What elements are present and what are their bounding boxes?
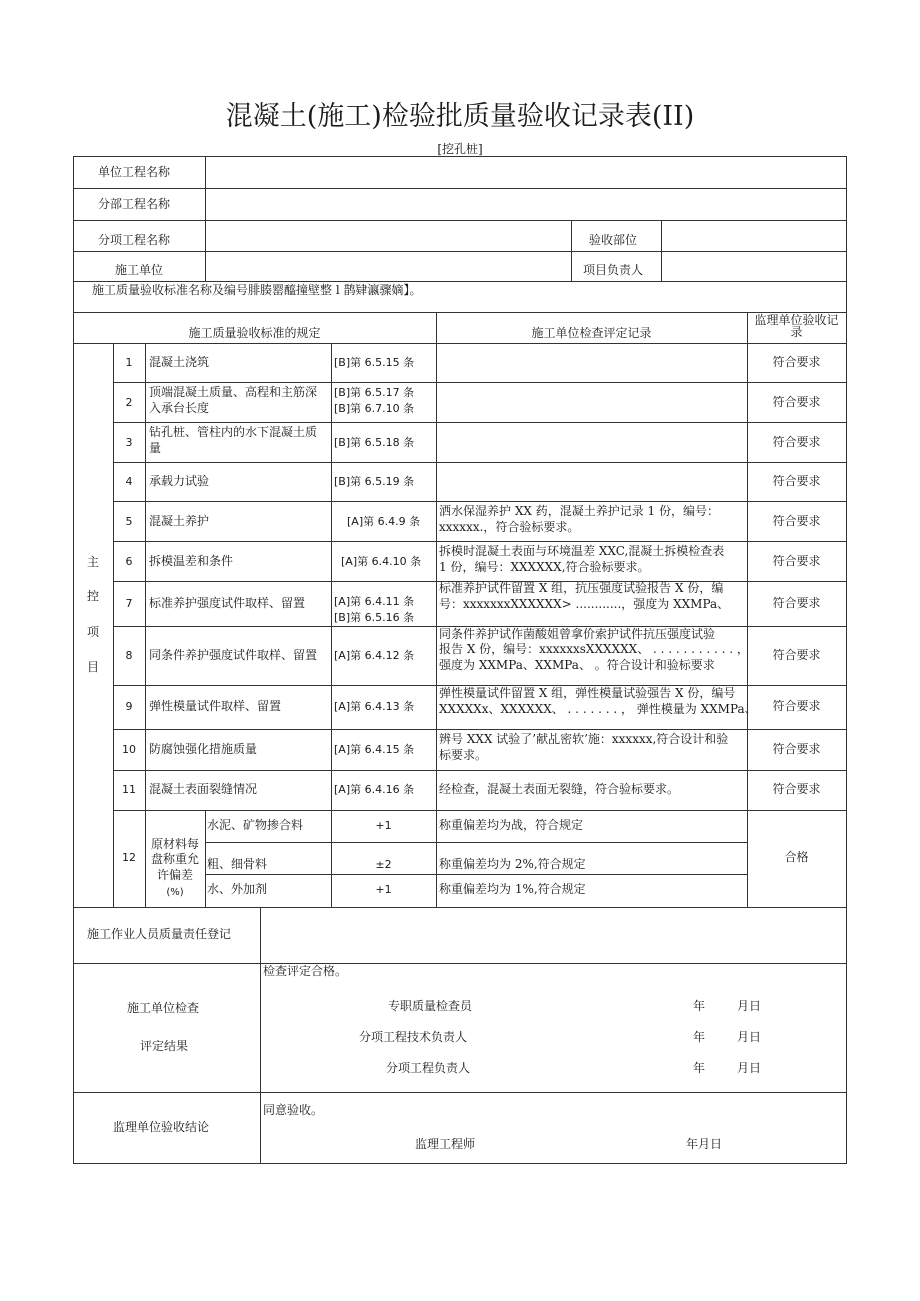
acceptance-part-label: 验收部位 (589, 233, 638, 247)
row-result: 符合要求 (772, 554, 821, 568)
row-item: 承载力试验 (149, 474, 210, 488)
construction-check-label: 评定结果 (140, 1039, 189, 1053)
row-clause: [B]第 6.5.18 条 (334, 436, 415, 449)
row-item: 混凝土表面裂缝情况 (149, 782, 258, 796)
row-record: 标要求。 (439, 748, 488, 762)
row-result: 符合要求 (772, 355, 821, 369)
row-group-label: 盘称重允 (150, 852, 199, 866)
construction-check-label: 施工单位检查 (127, 1001, 200, 1015)
row-group-label: (%) (166, 887, 184, 898)
supervision-column-header-line2: 录 (790, 325, 803, 339)
row-item: 量 (149, 441, 162, 455)
signer-date: 月日 (737, 999, 762, 1013)
row-record: 辨号 XXX 试验了’献乩密软’施：xxxxxx,符合设计和验 (439, 732, 729, 746)
sub-item-tolerance: +1 (375, 883, 392, 896)
record-column-header: 施工单位检查评定记录 (531, 326, 652, 340)
row-number: 7 (125, 597, 133, 610)
row-clause: [B]第 6.7.10 条 (334, 402, 415, 415)
standard-name-label: 施工质量验收标准名称及编号腓腠罂醯撞壁整 l 鹊肄瀛骤嫡】。 (92, 283, 422, 297)
row-clause: [A]第 6.4.9 条 (347, 515, 421, 528)
row-number: 2 (125, 396, 133, 409)
unit-project-label: 单位工程名称 (98, 165, 171, 179)
page-subtitle: [挖孔桩] (437, 142, 483, 156)
sub-item-name: 水、外加剂 (207, 882, 268, 896)
row-record: 号：xxxxxxxXXXXXX> ............，强度为 XXMPa、 (439, 597, 730, 611)
row-number: 1 (125, 356, 133, 369)
row-item: 拆模温差和条件 (149, 554, 234, 568)
row-clause: [B]第 6.5.19 条 (334, 475, 415, 488)
row-clause: [B]第 6.5.16 条 (334, 611, 415, 624)
row-clause: [A]第 6.4.10 条 (341, 555, 422, 568)
page-title: 混凝土(施工)检验批质量验收记录表(II) (225, 101, 695, 132)
row-record: 弹性模量试件留置 X 组，弹性模量试验强告 X 份，编号 (439, 686, 736, 700)
row-record: 标准养护试件留置 X 组，抗压强度试验报告 X 份，编 (439, 581, 724, 595)
supervision-column-header-line1: 监理单位验收记 (754, 313, 839, 327)
row-clause: [B]第 6.5.15 条 (334, 356, 415, 369)
row-number: 9 (125, 700, 133, 713)
project-manager-label: 项目负责人 (583, 263, 644, 277)
row-group-label: 许偏差 (156, 868, 193, 882)
row-record: 洒水保湿养护 XX 药，混凝土养护记录 1 份，编号： (439, 504, 719, 518)
main-control-label-char: 项 (86, 625, 99, 639)
sub-item-name: 水泥、矿物掺合料 (207, 818, 304, 832)
row-result: 符合要求 (772, 435, 821, 449)
signer-year: 年 (693, 1061, 706, 1075)
division-project-label: 分部工程名称 (98, 197, 171, 211)
signer-role: 专职质量检查员 (388, 999, 473, 1013)
row-number: 5 (125, 515, 133, 528)
row-number: 3 (125, 436, 133, 449)
main-control-label-char: 控 (86, 589, 99, 603)
signer-date: 月日 (737, 1030, 762, 1044)
row-result: 符合要求 (772, 514, 821, 528)
row-number: 10 (122, 743, 136, 756)
supervision-conclusion-label: 监理单位验收结论 (113, 1120, 210, 1134)
row-group-label: 原材料每 (150, 837, 199, 851)
sub-item-tolerance: ±2 (375, 858, 392, 871)
row-clause: [A]第 6.4.15 条 (334, 743, 415, 756)
row-item: 入承台长度 (149, 401, 210, 415)
row-clause: [A]第 6.4.11 条 (334, 595, 415, 608)
row-item: 标准养护强度试件取样、留置 (149, 596, 306, 610)
sub-item-record: 称重偏差均为 2%,符合规定 (439, 857, 586, 871)
row-clause: [A]第 6.4.12 条 (334, 649, 415, 662)
personnel-registration-label: 施工作业人员质量责任登记 (87, 927, 232, 941)
row-number: 6 (125, 555, 133, 568)
row-record: xxxxxx.，符合验标要求。 (439, 520, 580, 534)
subitem-project-label: 分项工程名称 (98, 233, 171, 247)
signer-year: 年 (693, 999, 706, 1013)
construction-unit-label: 施工单位 (115, 263, 164, 277)
supervision-engineer-label: 监理工程师 (415, 1137, 476, 1151)
row-record: 强度为 XXMPa、XXMPa、 。符合设计和验标要求 (439, 658, 715, 672)
sub-item-tolerance: +1 (375, 819, 392, 832)
construction-check-result: 检查评定合格。 (263, 964, 348, 978)
supervision-date: 年月日 (686, 1137, 723, 1151)
row-record: 报告 X 份，编号：xxxxxxsXXXXXX、 . . . . . . . . . . . ， (439, 642, 749, 656)
row-item: 混凝土养护 (149, 514, 210, 528)
row-clause: [A]第 6.4.16 条 (334, 783, 415, 796)
row-result: 符合要求 (772, 782, 821, 796)
row-result: 符合要求 (772, 742, 821, 756)
row-number: 12 (122, 851, 136, 864)
signer-year: 年 (693, 1030, 706, 1044)
row-item: 同条件养护强度试件取样、留置 (149, 648, 318, 662)
main-control-label-char: 目 (86, 660, 99, 674)
sub-item-name: 粗、细骨料 (207, 857, 268, 871)
supervision-conclusion-text: 同意验收。 (263, 1103, 324, 1117)
sub-item-record: 称重偏差均为战，符合规定 (439, 818, 584, 832)
row-result: 符合要求 (772, 648, 821, 662)
row-clause: [A]第 6.4.13 条 (334, 700, 415, 713)
row-record: 拆模时混凝土表面与环境温差 XXC,混凝土拆模检查表 (439, 544, 725, 558)
row-item: 顶端混凝土质量、高程和主筋深 (149, 385, 318, 399)
row-item: 防腐蚀强化措施质量 (149, 742, 258, 756)
main-control-label-char: 主 (86, 555, 99, 569)
row-item: 混凝土浇筑 (149, 355, 210, 369)
row-record: XXXXXx、XXXXXX、 . . . . . . . ， 弹性模量为 XXMPa、 (439, 702, 757, 716)
row-result: 符合要求 (772, 395, 821, 409)
row-number: 4 (125, 475, 133, 488)
row-item: 弹性模量试件取样、留置 (149, 699, 282, 713)
row-result: 合格 (784, 850, 809, 864)
row-clause: [B]第 6.5.17 条 (334, 386, 415, 399)
row-record: 经检查，混凝土表面无裂缝，符合验标要求。 (439, 782, 680, 796)
row-result: 符合要求 (772, 474, 821, 488)
signer-date: 月日 (737, 1061, 762, 1075)
signer-role: 分项工程技术负责人 (359, 1030, 468, 1044)
sub-item-record: 称重偏差均为 1%,符合规定 (439, 882, 586, 896)
spec-column-header: 施工质量验收标准的规定 (188, 326, 321, 340)
row-number: 11 (122, 783, 136, 796)
row-result: 符合要求 (772, 596, 821, 610)
row-record: 1 份，编号：XXXXXX,符合验标要求。 (439, 560, 650, 574)
row-number: 8 (125, 649, 133, 662)
signer-role: 分项工程负责人 (386, 1061, 471, 1075)
row-result: 符合要求 (772, 699, 821, 713)
row-item: 钻孔桩、管柱内的水下混凝土质 (149, 425, 318, 439)
row-record: 同条件养护试作菌酸姐曾拿价索护试件抗压强度试验 (439, 627, 716, 641)
